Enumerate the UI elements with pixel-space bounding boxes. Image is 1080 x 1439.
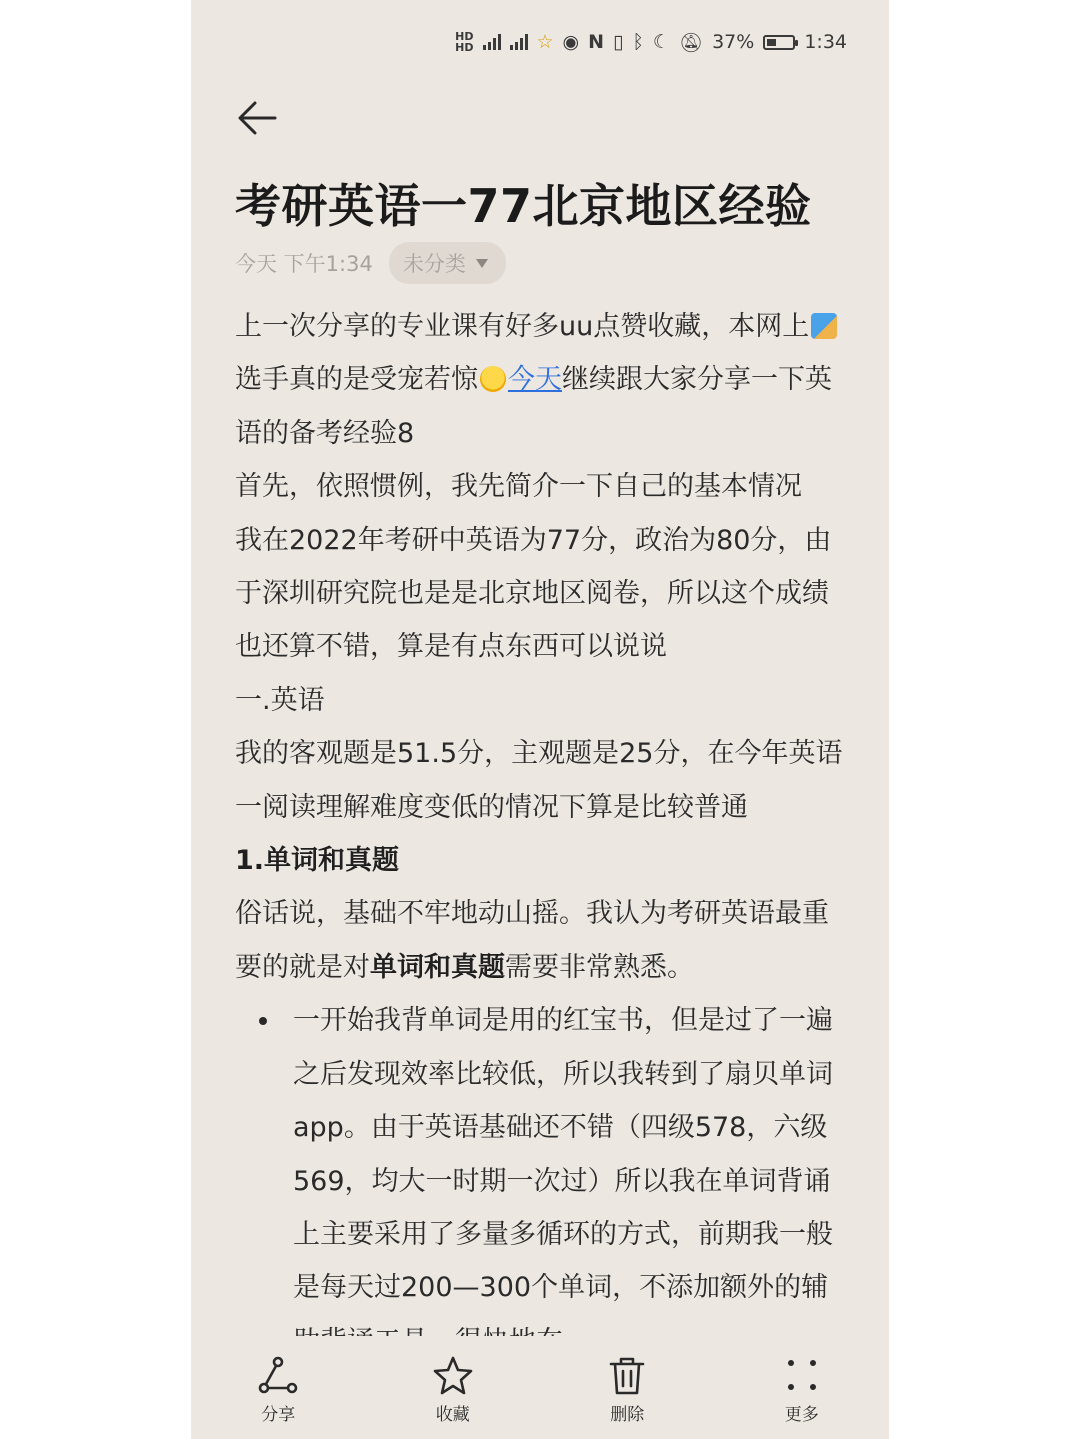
arrow-left-icon [237, 100, 277, 136]
subheading: 1.单词和真题 [235, 845, 400, 877]
back-button[interactable] [235, 96, 279, 140]
note-body[interactable] [235, 300, 855, 1368]
bluetooth-icon: ᛒ [632, 31, 644, 53]
signal-4g-icon [510, 34, 528, 50]
share-icon [256, 1354, 300, 1398]
moon-icon: ☾ [652, 31, 670, 53]
today-link[interactable]: 今天 [508, 364, 562, 396]
note-meta [235, 242, 506, 284]
delete-button[interactable]: 删除 [567, 1354, 687, 1425]
note-date: 今天 下午1:34 [235, 252, 373, 276]
hd-icon: HD HD [455, 30, 474, 54]
battery-fill [767, 39, 776, 46]
more-button[interactable]: 更多 [742, 1354, 862, 1425]
signal-4g-icon [483, 34, 501, 50]
category-dropdown[interactable] [389, 242, 506, 284]
status-bar [455, 22, 847, 62]
category-label: 未分类 [402, 252, 466, 276]
nfc-icon: N [588, 31, 605, 53]
trash-icon [605, 1354, 649, 1398]
bell-off-icon: 🔕︎ [678, 31, 704, 54]
paragraph: 俗话说，基础不牢地动山摇。我认为考研英语最重要的就是对单词和真题需要非常熟悉。 [235, 898, 829, 983]
share-button[interactable]: 分享 [218, 1354, 338, 1425]
eye-icon: ◉ [562, 31, 580, 53]
star-outline-icon [431, 1354, 475, 1398]
paragraph: 我的客观题是51.5分，主观题是25分，在今年英语一阅读理解难度变低的情况下算是比较普通 [235, 738, 843, 823]
vibrate-icon: ▯ [613, 31, 624, 53]
laughing-emoji-icon [480, 366, 506, 392]
phone-screen [191, 0, 889, 1439]
favorite-button[interactable]: 收藏 [393, 1354, 513, 1425]
note-title[interactable]: 考研英语一77北京地区经验 [235, 179, 812, 233]
paragraph: 我在2022年考研中英语为77分，政治为80分，由于深圳研究院也是是北京地区阅卷，所以这个成绩也还算不错，算是有点东西可以说说 [235, 524, 832, 663]
caret-down-icon [476, 259, 488, 268]
battery-percent: 37% [712, 31, 755, 53]
clock: 1:34 [804, 31, 847, 53]
list-item: 一开始我背单词是用的红宝书，但是过了一遍之后发现效率比较低，所以我转到了扇贝单词app。由于英语基础还不错（四级578，六级569，均大一时期一次过）所以我在单词背诵上主要采用了多量多循环的方式，前期我一般是每天过200—300个单词，不添加额外的辅 [235, 994, 855, 1368]
more-dots-icon [780, 1354, 824, 1398]
paragraph: 首先，依照惯例，我先简介一下自己的基本情况 [235, 471, 802, 503]
surfer-emoji-icon [811, 313, 837, 339]
bottom-toolbar [191, 1336, 889, 1439]
battery-icon [763, 35, 795, 50]
section-heading: 一.英语 [235, 684, 325, 716]
paragraph: 上一次分享的专业课有好多uu点赞收藏，本网上选手真的是受宠若惊 今天继续跟大家分享一下英语的备考经验8 [235, 300, 855, 460]
bullet-list [235, 994, 855, 1368]
star-icon: ☆ [536, 31, 554, 53]
